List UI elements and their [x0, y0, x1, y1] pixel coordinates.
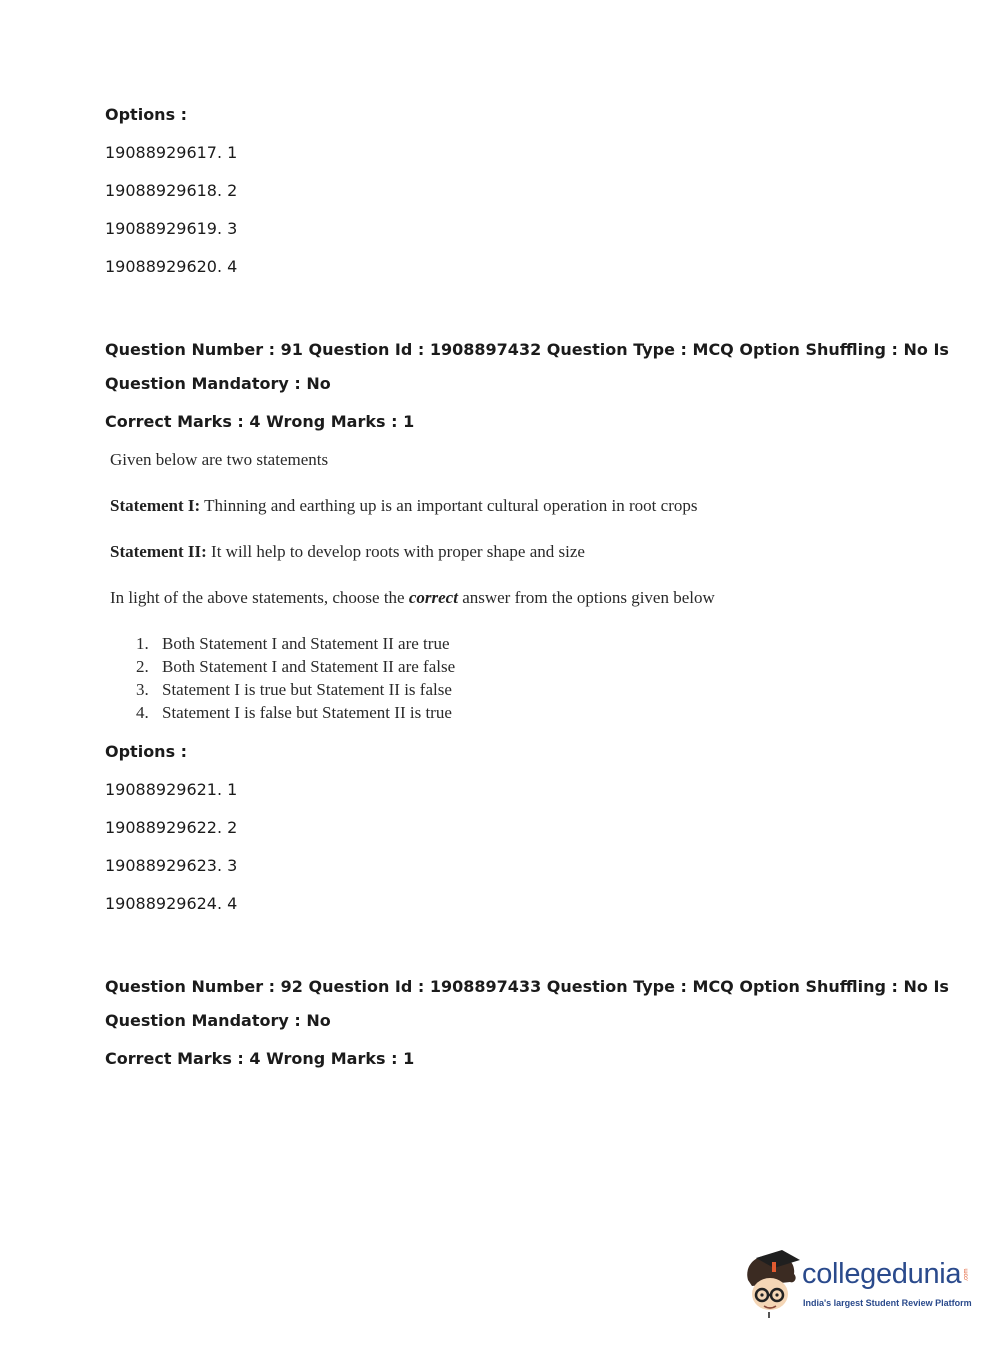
mascot-icon [742, 1248, 802, 1320]
question-instruction [110, 588, 715, 608]
choice-text: Both Statement I and Statement II are true [162, 634, 450, 653]
statement-2-text: It will help to develop roots with proper shape and size [206, 542, 585, 561]
brand-name: collegedunia [802, 1258, 962, 1290]
instruction-pre: In light of the above statements, choose the [110, 588, 409, 607]
choice-item [136, 657, 455, 677]
option-item: 19088929622. 2 [105, 818, 238, 837]
brand-dotcom: .com [963, 1268, 970, 1282]
choice-number: 4. [136, 703, 149, 722]
options-label: Options : [105, 742, 188, 761]
question-marks: Correct Marks : 4 Wrong Marks : 1 [105, 412, 415, 431]
option-item: 19088929618. 2 [105, 181, 238, 200]
option-item: 19088929624. 4 [105, 894, 238, 913]
choice-text: Both Statement I and Statement II are false [162, 657, 456, 676]
choice-number: 3. [136, 680, 149, 699]
choice-number: 2. [136, 657, 149, 676]
option-item: 19088929621. 1 [105, 780, 238, 799]
question-intro: Given below are two statements [110, 450, 329, 469]
statement-1-label: Statement I: [110, 496, 201, 515]
instruction-post: answer from the options given below [457, 588, 715, 607]
question-mandatory: Question Mandatory : No [105, 1011, 331, 1030]
question-header: Question Number : 92 Question Id : 1908897433 Question Type : MCQ Option Shuffling : No Is [105, 977, 949, 996]
choice-number: 1. [136, 634, 149, 653]
collegedunia-logo [742, 1248, 972, 1320]
question-marks: Correct Marks : 4 Wrong Marks : 1 [105, 1049, 415, 1068]
statement-1-text: Thinning and earthing up is an important cultural operation in root crops [200, 496, 698, 515]
choice-item [136, 703, 452, 723]
option-item: 19088929619. 3 [105, 219, 238, 238]
choice-text: Statement I is true but Statement II is false [162, 680, 452, 699]
statement-2 [110, 542, 585, 562]
options-label: Options : [105, 105, 188, 124]
statement-1 [110, 496, 697, 516]
choice-item [136, 634, 450, 654]
statement-2-label: Statement II: [110, 542, 207, 561]
instruction-emphasis: correct [408, 588, 458, 607]
question-header: Question Number : 91 Question Id : 1908897432 Question Type : MCQ Option Shuffling : No Is [105, 340, 949, 359]
option-item: 19088929620. 4 [105, 257, 238, 276]
choice-text: Statement I is false but Statement II is true [162, 703, 452, 722]
option-item: 19088929617. 1 [105, 143, 238, 162]
choice-item [136, 680, 452, 700]
brand-tagline: India's largest Student Review Platform [803, 1298, 972, 1308]
question-mandatory: Question Mandatory : No [105, 374, 331, 393]
option-item: 19088929623. 3 [105, 856, 238, 875]
